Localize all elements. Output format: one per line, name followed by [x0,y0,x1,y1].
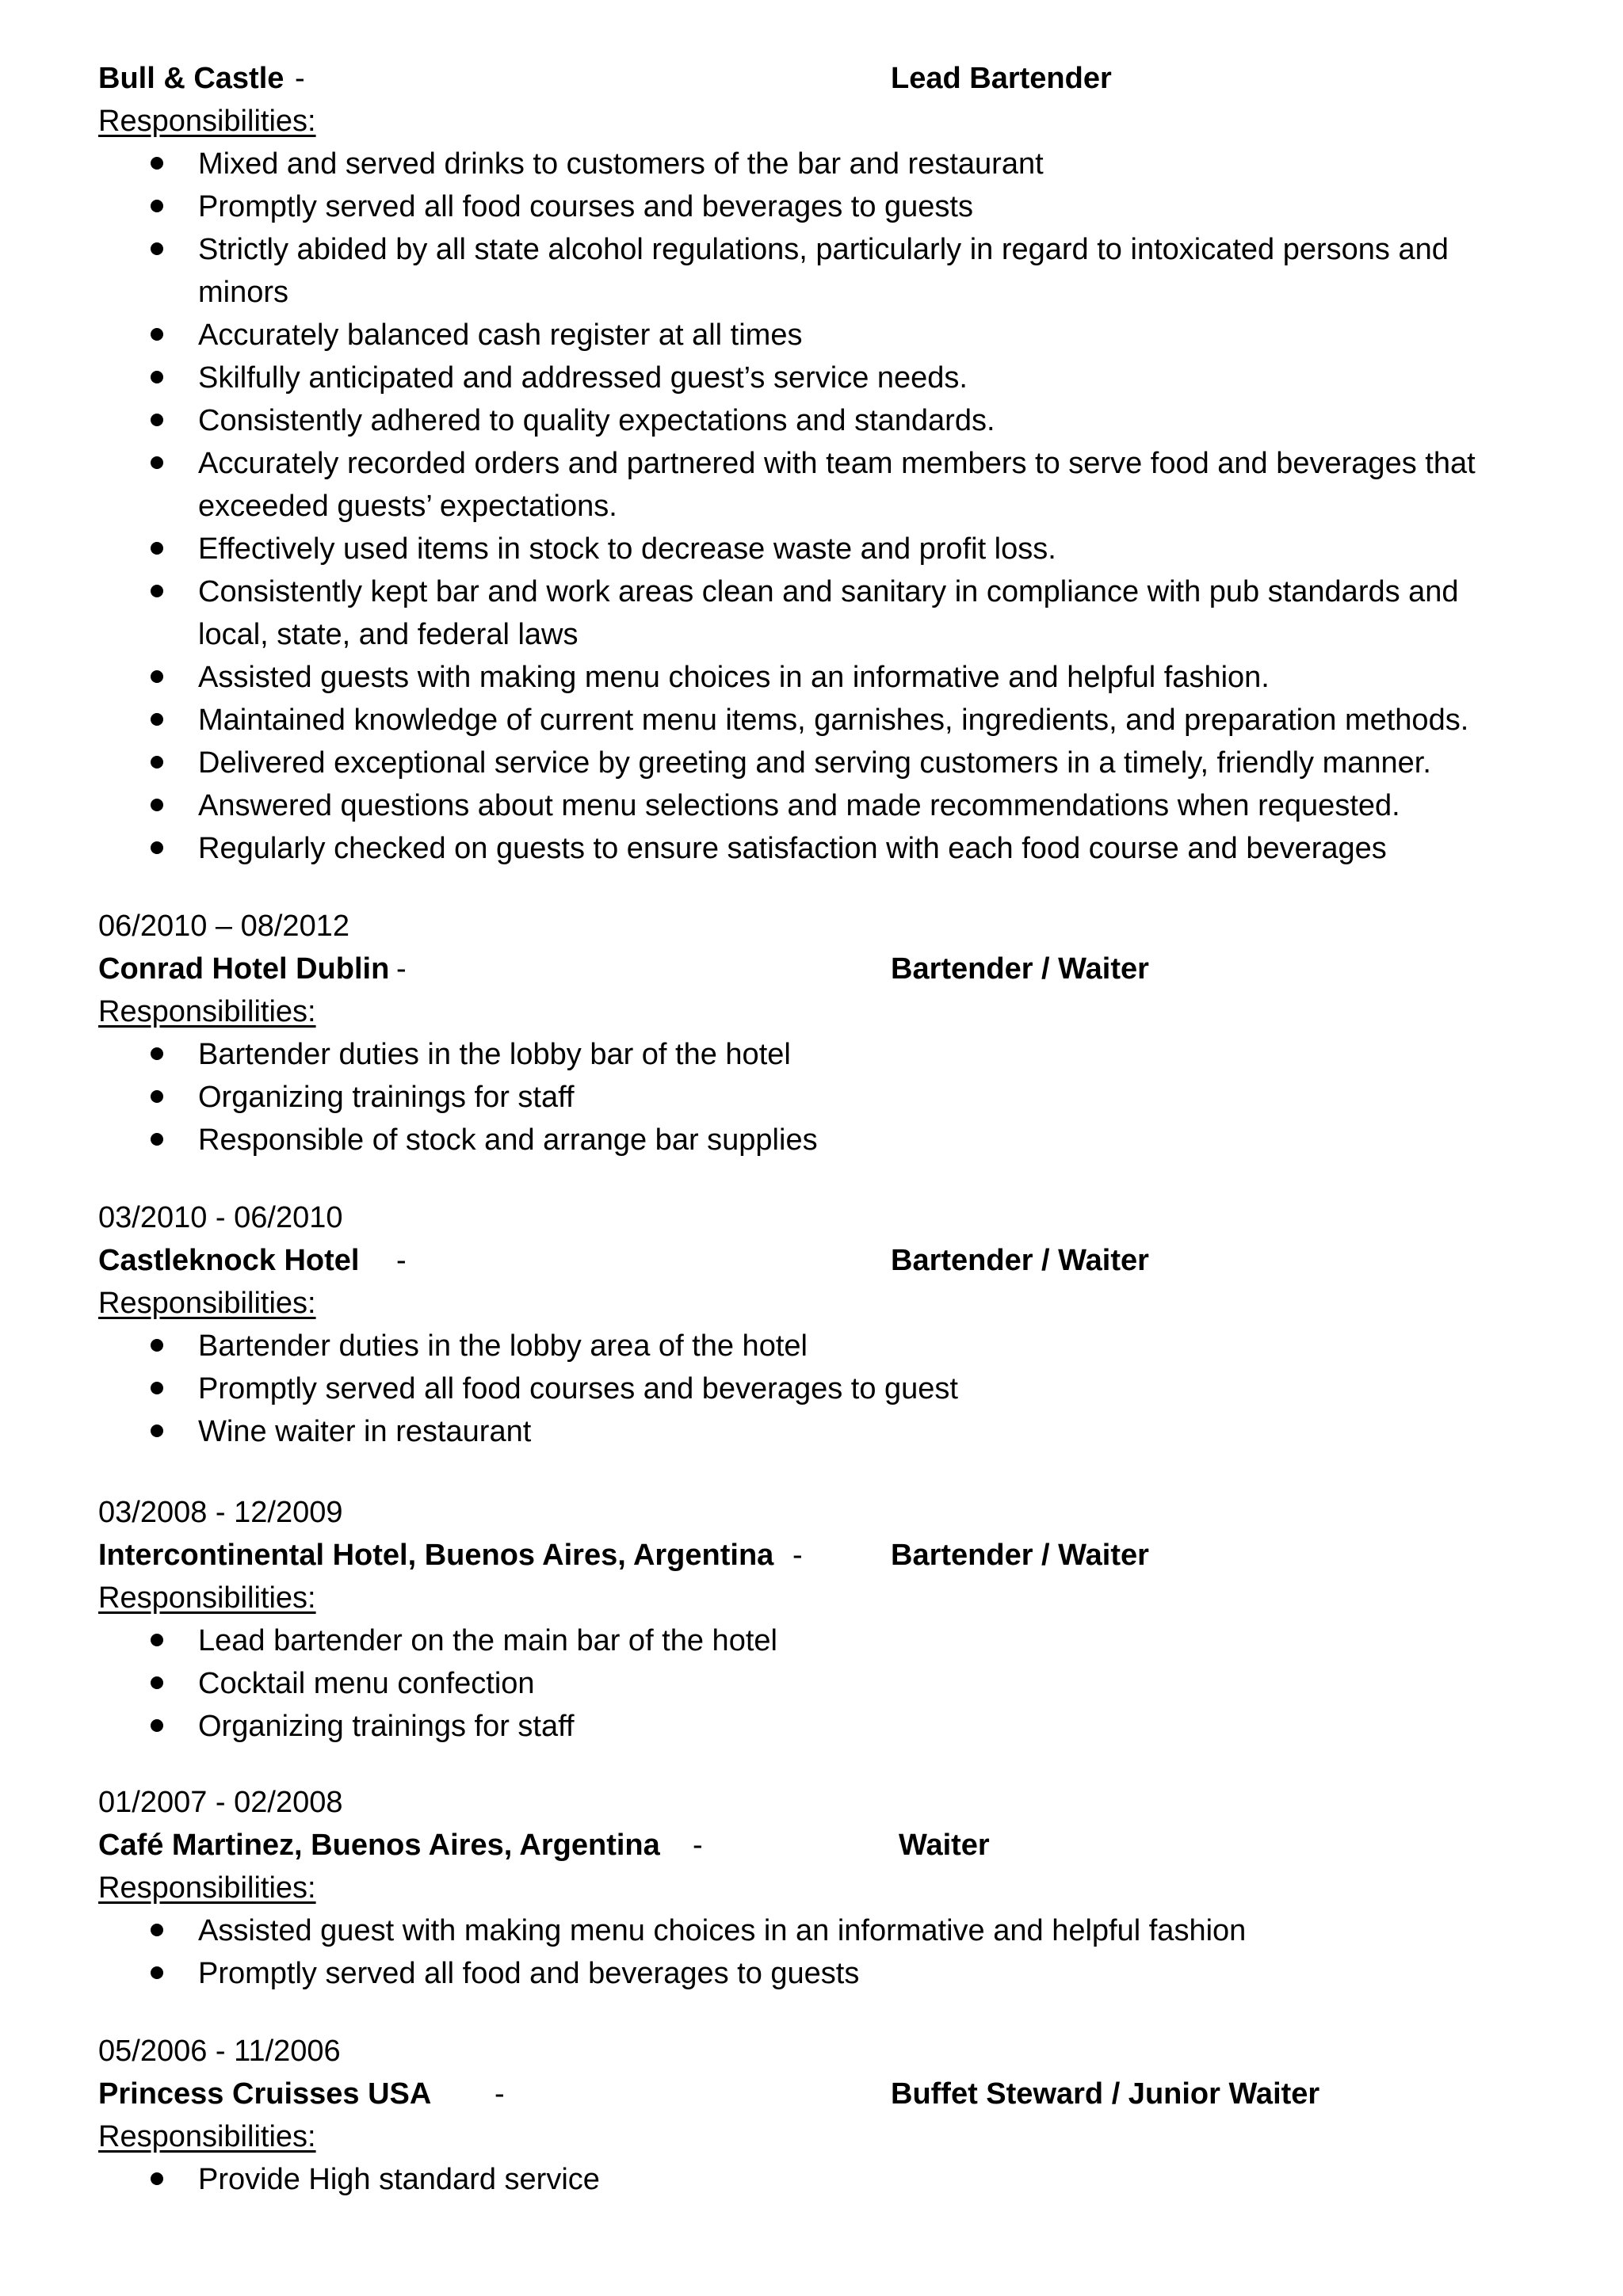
bullet-icon [151,2172,163,2185]
responsibility-item [98,2158,1493,2201]
responsibilities-heading: Responsibilities: [98,995,316,1028]
responsibility-text: Strictly abided by all state alcohol regulations, particularly in regard to intoxicated persons and minors [198,233,1449,309]
bullet-icon [151,456,163,469]
responsibility-item [98,1076,1493,1119]
separator-dash: - [396,1244,407,1277]
bullet-icon [151,841,163,854]
responsibilities-list [98,1033,1525,1161]
responsibility-text: Bartender duties in the lobby area of the hotel [198,1329,808,1363]
separator-dash: - [295,62,305,95]
bullet-icon [151,242,163,255]
responsibility-item [98,1410,1493,1453]
responsibility-text: Delivered exceptional service by greeting and serving customers in a timely, friendly manner. [198,746,1431,780]
employment-dates: 05/2006 - 11/2006 [98,2035,341,2068]
job-entry-princess-cruises [98,2030,1525,2201]
responsibility-item [98,399,1493,442]
job-entry-cafe-martinez [98,1781,1525,1995]
responsibility-item [98,1619,1493,1662]
responsibility-item [98,784,1493,827]
responsibility-item [98,827,1493,870]
employer-line [98,57,1525,100]
responsibility-text: Mixed and served drinks to customers of the bar and restaurant [198,147,1044,181]
responsibility-text: Assisted guests with making menu choices in an informative and helpful fashion. [198,661,1270,694]
employer-line [98,2073,1525,2115]
job-title: Lead Bartender [891,62,1112,95]
responsibility-item [98,1705,1493,1748]
responsibility-item [98,442,1493,528]
responsibility-item [98,1909,1493,1952]
responsibility-item [98,1662,1493,1705]
employer-line [98,1239,1525,1282]
separator-dash: - [693,1829,703,1862]
responsibilities-heading: Responsibilities: [98,105,316,138]
bullet-icon [151,713,163,726]
employer-name: Conrad Hotel Dublin [98,952,390,986]
responsibility-text: Consistently adhered to quality expectations and standards. [198,404,995,437]
job-title: Bartender / Waiter [891,1539,1149,1572]
job-title: Bartender / Waiter [891,952,1149,986]
responsibility-text: Cocktail menu confection [198,1667,535,1700]
bullet-icon [151,1090,163,1103]
responsibility-item [98,357,1493,399]
employment-dates: 06/2010 – 08/2012 [98,910,349,943]
responsibilities-heading: Responsibilities: [98,1871,316,1905]
responsibility-text: Organizing trainings for staff [198,1081,575,1114]
responsibility-item [98,742,1493,784]
bullet-icon [151,1924,163,1936]
employer-name: Intercontinental Hotel, Buenos Aires, Argentina [98,1539,774,1572]
bullet-icon [151,1425,163,1437]
separator-dash: - [396,952,407,986]
bullet-icon [151,200,163,212]
bullet-icon [151,542,163,555]
responsibility-item [98,228,1493,314]
employer-line [98,948,1525,990]
separator-dash: - [495,2077,505,2111]
bullet-icon [151,1719,163,1732]
job-title: Bartender / Waiter [891,1244,1149,1277]
job-title: Waiter [899,1829,990,1862]
responsibility-item [98,1367,1493,1410]
responsibilities-list [98,1325,1525,1453]
bullet-icon [151,1382,163,1394]
responsibility-item [98,699,1493,742]
responsibility-text: Answered questions about menu selections and made recommendations when requested. [198,789,1400,822]
responsibility-item [98,656,1493,699]
employer-name: Bull & Castle [98,62,285,95]
responsibilities-list [98,1619,1525,1748]
bullet-icon [151,1676,163,1689]
responsibilities-heading: Responsibilities: [98,1287,316,1320]
employment-dates: 01/2007 - 02/2008 [98,1786,343,1819]
bullet-icon [151,585,163,597]
employment-dates: 03/2008 - 12/2009 [98,1496,343,1529]
responsibility-item [98,528,1493,570]
responsibility-item [98,1119,1493,1161]
bullet-icon [151,1047,163,1060]
responsibilities-list [98,2158,1525,2201]
bullet-icon [151,371,163,383]
responsibilities-heading: Responsibilities: [98,2120,316,2153]
responsibilities-heading: Responsibilities: [98,1581,316,1615]
bullet-icon [151,414,163,426]
responsibility-text: Maintained knowledge of current menu items, garnishes, ingredients, and preparation methods. [198,704,1469,737]
responsibility-item [98,1952,1493,1995]
responsibility-text: Provide High standard service [198,2163,600,2196]
bullet-icon [151,328,163,341]
responsibility-item [98,143,1493,185]
job-title: Buffet Steward / Junior Waiter [891,2077,1320,2111]
employer-line [98,1534,1525,1577]
bullet-icon [151,756,163,769]
responsibility-text: Skilfully anticipated and addressed guest’s service needs. [198,361,968,395]
bullet-icon [151,1339,163,1352]
responsibility-text: Regularly checked on guests to ensure satisfaction with each food course and beverages [198,832,1387,865]
employer-name: Princess Cruisses USA [98,2077,432,2111]
responsibility-text: Wine waiter in restaurant [198,1415,532,1448]
responsibility-text: Responsible of stock and arrange bar supplies [198,1123,818,1157]
responsibility-text: Promptly served all food courses and beverages to guests [198,190,973,223]
responsibility-item [98,314,1493,357]
responsibilities-list [98,143,1525,870]
responsibility-text: Accurately recorded orders and partnered with team members to serve food and beverages that exceeded guests’ expectations. [198,447,1476,523]
responsibility-text: Consistently kept bar and work areas clean and sanitary in compliance with pub standards and local, state, and federal laws [198,575,1459,651]
responsibility-text: Promptly served all food courses and beverages to guest [198,1372,958,1405]
bullet-icon [151,157,163,170]
bullet-icon [151,1966,163,1979]
separator-dash: - [792,1539,803,1572]
employer-name: Castleknock Hotel [98,1244,360,1277]
job-entry-intercontinental-hotel [98,1491,1525,1748]
responsibility-item [98,1033,1493,1076]
employer-name: Café Martinez, Buenos Aires, Argentina [98,1829,660,1862]
responsibility-item [98,185,1493,228]
employer-line [98,1824,1525,1867]
employment-dates: 03/2010 - 06/2010 [98,1201,343,1234]
job-entry-conrad-hotel-dublin [98,905,1525,1161]
responsibility-item [98,570,1493,656]
responsibility-text: Effectively used items in stock to decrease waste and profit loss. [198,532,1056,566]
bullet-icon [151,1133,163,1146]
responsibilities-list [98,1909,1525,1995]
responsibility-text: Assisted guest with making menu choices in an informative and helpful fashion [198,1914,1247,1947]
bullet-icon [151,799,163,811]
responsibility-item [98,1325,1493,1367]
responsibility-text: Organizing trainings for staff [198,1710,575,1743]
job-entry-bull-castle [98,57,1525,870]
responsibility-text: Accurately balanced cash register at all times [198,318,803,352]
responsibility-text: Promptly served all food and beverages to guests [198,1957,860,1990]
bullet-icon [151,1634,163,1646]
job-entry-castleknock-hotel [98,1196,1525,1453]
responsibility-text: Bartender duties in the lobby bar of the hotel [198,1038,791,1071]
responsibility-text: Lead bartender on the main bar of the hotel [198,1624,777,1657]
bullet-icon [151,670,163,683]
